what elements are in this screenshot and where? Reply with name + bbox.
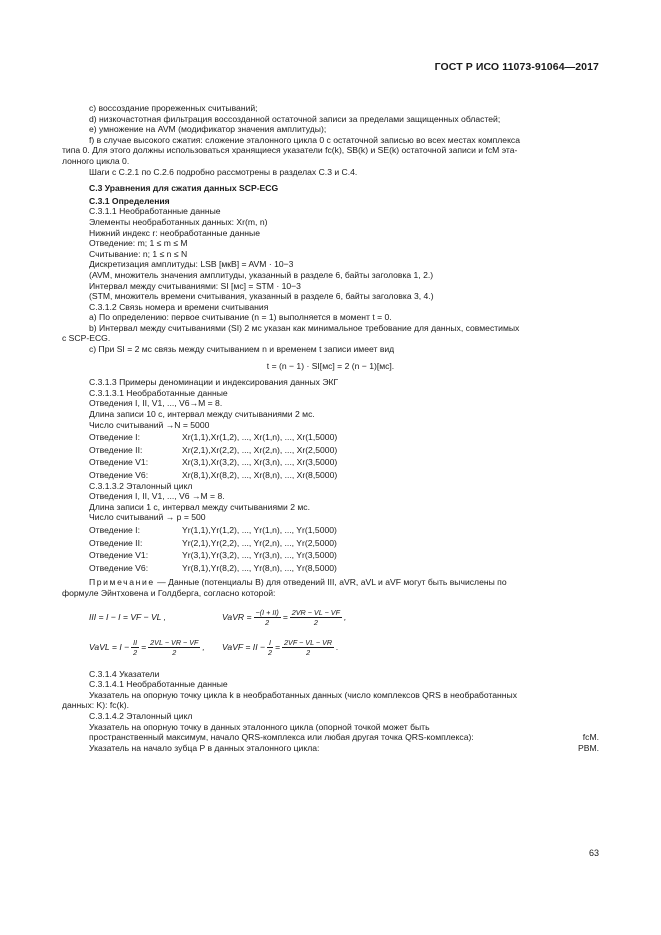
lead-value: Xr(8,1),Xr(8,2), ..., Xr(8,n), ..., Xr(8,5000) [182,470,338,480]
pointer-row [62,732,599,743]
numerator: II [133,638,138,648]
fraction [290,608,342,627]
clause-heading: С.3.1.3 Примеры деноминации и индексирования данных ЭКГ [89,377,339,388]
lead-label: Отведение I: [89,432,140,443]
lead-label: Отведение V1: [89,457,149,468]
definition-line: Отведения I, II, V1, ..., V6→M = 8. [89,398,223,409]
formula-row [62,605,599,631]
clause-heading: С.3.1.3.2 Эталонный цикл [89,480,193,491]
lead-value: Yr(8,1),Yr(8,2), ..., Yr(8,n), ..., Yr(8,5000) [182,562,337,573]
definition-line: Дискретизация амплитуды: LSB [мкВ] = AVM · 10−3 [89,259,294,270]
list-item-f-line2: типа 0. Для этого должны использоваться хранящиеся указатели fc(k), SB(k) и SE(k) остаточной записи и fcM эта- [62,145,518,156]
lead-label: Отведение II: [89,444,143,455]
lead-label: Отведение V6: [89,562,149,573]
denominator: 2 [268,648,272,658]
lead-label: Отведение I: [89,524,140,535]
subsection-heading: С.3.1 Определения [89,195,170,206]
list-item: c) воссоздание прореженных считываний; [89,103,258,113]
numerator: 2VF − VL − VR [284,638,333,648]
definition-line: Длина записи 10 с, интервал между считываниями 2 мс. [89,409,315,420]
formula-row [62,635,599,661]
fraction [148,638,200,657]
pointer-text: данных: K): fc(k). [62,700,129,711]
list-item: b) Интервал между считываниями (SI) 2 мс указан как минимальное требование для данных, совместимых [89,322,520,333]
numerator: 2VL − VR − VF [150,638,199,648]
definition-line: Число считываний → p = 500 [89,512,206,523]
note-label: Примечание [89,577,155,588]
lead-row [62,563,599,574]
fraction [131,638,139,657]
fraction [267,638,273,657]
definition-line: Отведение: m; 1 ≤ m ≤ M [89,238,188,249]
denominator: 2 [172,648,177,658]
lead-label: Отведение V6: [89,470,149,480]
list-item-f-line1: f) в случае высокого сжатия: сложение эталонного цикла 0 с остаточной записью во всех местах комплекса [89,134,521,145]
clause-heading: С.3.1.4.2 Эталонный цикл [89,710,193,721]
denominator: 2 [133,648,138,658]
note-text: — Данные (потенциалы В) для отведений III, aVR, aVL и aVF могут быть вычислены по [154,577,507,588]
list-item: с SCP-ECG. [62,333,111,344]
lead-row [62,550,599,561]
fraction [282,638,334,657]
definition-line: Нижний индекс r: необработанные данные [89,227,261,238]
lead-value: Xr(2,1),Xr(2,2), ..., Xr(2,n), ..., Xr(2,5000) [182,444,338,455]
list-item: c) При SI = 2 мс связь между считыванием n и временем t записи имеет вид [89,344,395,355]
clause-heading: С.3.1.4 Указатели [89,668,160,679]
section-heading: С.3 Уравнения для сжатия данных SCP-ECG [89,183,279,194]
lead-row [62,445,599,456]
definition-line: Число считываний →N = 5000 [89,419,210,430]
lead-row [62,457,599,468]
denominator: 2 [265,618,270,628]
definition-line: Интервал между считываниями: SI [мс] = STM · 10−3 [89,280,301,291]
steps-note: Шаги с С.2.1 по С.2.6 подробно рассмотрены в разделах С.3 и С.4. [89,166,358,177]
formula-lhs: VaVF = II − [222,642,265,653]
formula-lhs: VaVL = I − [89,642,130,653]
clause-heading: С.3.1.1 Необработанные данные [89,206,221,217]
lead-value: Xr(3,1),Xr(3,2), ..., Xr(3,n), ..., Xr(3,5000) [182,457,338,468]
formula-iii: III = I − I = VF − VL , [89,612,167,623]
definition-line: (STM, множитель времени считывания, указанный в разделе 6, байты заголовка 3, 4.) [89,291,434,302]
list-item: a) По определению: первое считывание (n = 1) выполняется в момент t = 0. [89,312,392,323]
lead-row [62,470,599,481]
formula-avf: VaVF = II − $\frac{I}{2}$ = $\frac{2VF - VL - VR}{2}$ . [222,638,339,658]
denominator: 2 [306,648,311,658]
lead-label: Отведение V1: [89,550,149,561]
formula-lhs: VaVR = [222,612,252,623]
fraction [254,608,281,627]
numerator: 2VR − VL − VF [291,608,340,618]
pointer-row [62,743,599,754]
time-formula: t = (n − 1) · SI[мс] = 2 (n − 1)[мс]. [266,360,395,371]
page-header: ГОСТ Р ИСО 11073-91064—2017 [434,61,599,73]
lead-row [62,538,599,549]
list-item: e) умножение на AVM (модификатор значения амплитуды); [89,124,327,135]
definition-line: Длина записи 1 с, интервал между считываниями 2 мс. [89,501,310,512]
pointer-text: пространственный максимум, начало QRS-комплекса или любая другая точка QRS-комплекса): [89,732,474,743]
list-item: d) низкочастотная фильтрация воссозданной остаточной записи за пределами защищенных областей; [89,113,501,124]
pointer-text: Указатель на опорную точку цикла k в необработанных данных (число комплексов QRS в необработанных [89,689,518,700]
clause-heading: С.3.1.3.1 Необработанные данные [89,387,228,398]
page-number: 63 [588,848,599,858]
clause-heading: С.3.1.4.1 Необработанные данные [89,679,228,690]
definition-line: Отведения I, II, V1, ..., V6 →M = 8. [89,491,225,502]
lead-row [62,525,599,536]
pointer-text: Указатель на начало зубца P в данных эталонного цикла: [89,742,320,753]
note-line2: формуле Эйнтховена и Голдберга, согласно которой: [62,587,276,598]
lead-value: Xr(1,1),Xr(1,2), ..., Xr(1,n), ..., Xr(1,5000) [182,432,338,443]
formula-avr: VaVR = $\frac{-(I + II)}{2}$ = $\frac{2VR - VL - VF}{2}$ , [222,608,347,628]
list-item-f-line3: лонного цикла 0. [62,155,130,166]
lead-label: Отведение II: [89,537,143,548]
definition-line: Элементы необработанных данных: Xr(m, n) [89,216,268,227]
clause-heading: С.3.1.2 Связь номера и времени считывания [89,301,269,312]
lead-row [62,432,599,443]
lead-value: Yr(1,1),Yr(1,2), ..., Yr(1,n), ..., Yr(1,5000) [182,524,337,535]
pointer-symbol: PBM. [577,742,599,753]
pointer-text: Указатель на опорную точку в данных эталонного цикла (опорной точкой может быть [89,721,430,732]
numerator: −(I + II) [255,608,279,618]
lead-value: Yr(2,1),Yr(2,2), ..., Yr(2,n), ..., Yr(2,5000) [182,537,337,548]
definition-line: Считывание: n; 1 ≤ n ≤ N [89,248,188,259]
lead-value: Yr(3,1),Yr(3,2), ..., Yr(3,n), ..., Yr(3,5000) [182,550,337,561]
definition-line: (AVM, множитель значения амплитуды, указанный в разделе 6, байты заголовка 1, 2.) [89,269,434,280]
formula-avl: VaVL = I − $\frac{II}{2}$ = $\frac{2VL - VR - VF}{2}$ , [89,638,205,658]
document-body [62,103,599,753]
pointer-symbol: fcM. [582,732,599,743]
denominator: 2 [313,618,318,628]
numerator: I [269,638,271,648]
note-line1 [62,577,599,588]
